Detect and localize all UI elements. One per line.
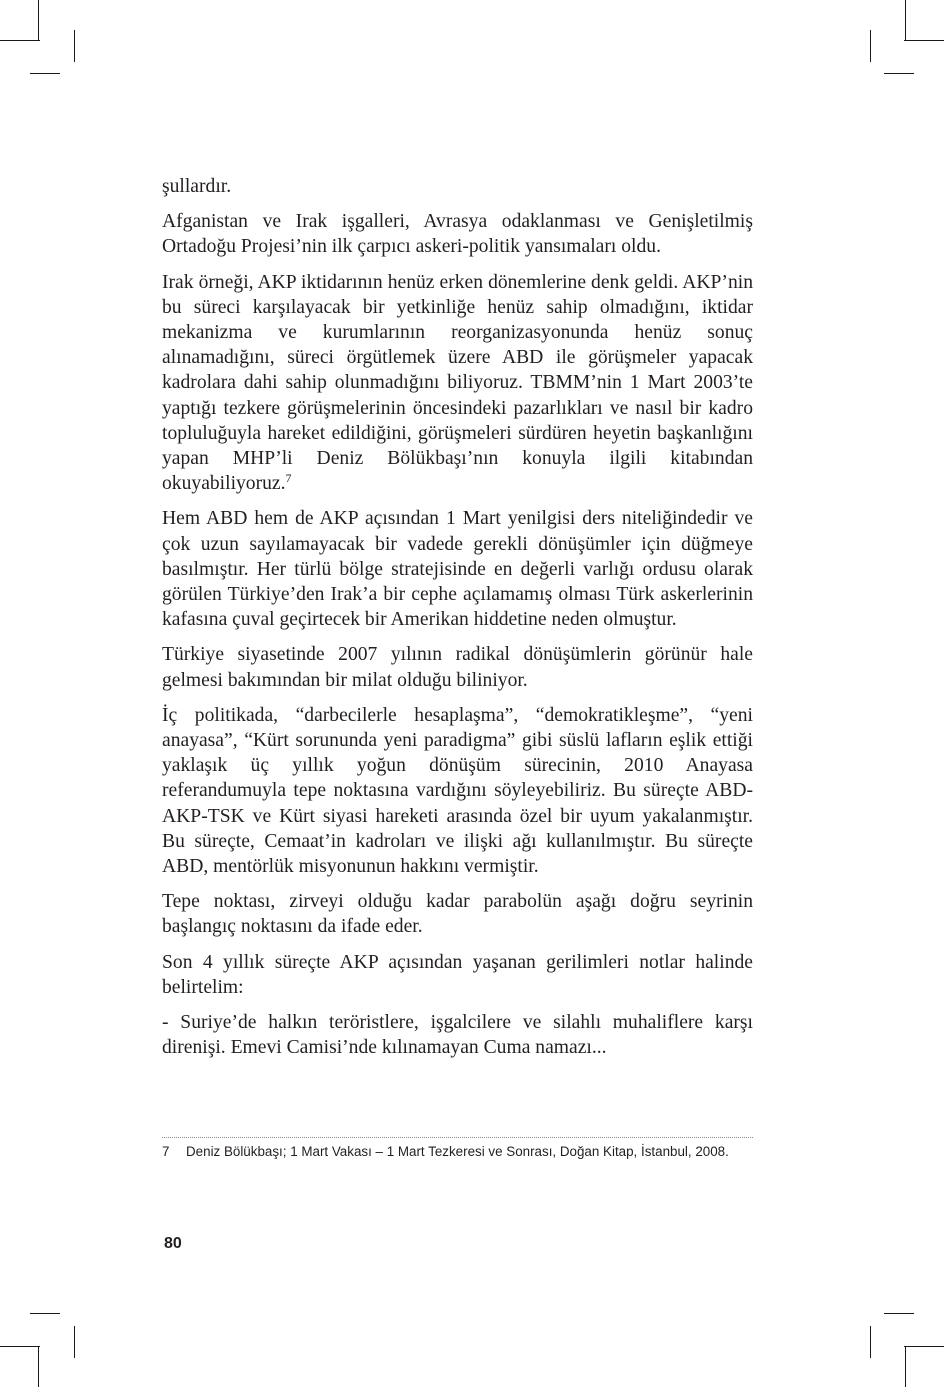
crop-mark [30,1313,60,1314]
paragraph: Hem ABD hem de AKP açısından 1 Mart yenilgisi ders niteliğindedir ve çok uzun sayılamayacak bir vadede gerekli dönüşümler için düğmeye basılmıştır. Her türlü bölge stratejisinde en değerli varlığı ordusu olarak görülen Türkiye’den Irak’a bir cephe açılamamış olması Türk askerlerinin kafasına çuval geçirtecek bir Amerikan hiddetine neden olmuştur. [162,508,753,631]
footnote [162,1143,753,1160]
crop-mark [905,0,906,40]
page-number: 80 [164,1235,182,1252]
crop-mark [38,1347,39,1387]
paragraph: şullardır. [162,176,232,197]
paragraph: - Suriye’de halkın teröristlere, işgalcilere ve silahlı muhaliflere karşı direnişi. Emevi Camisi’nde kılınamayan Cuma namazı... [162,1012,753,1059]
crop-mark [870,30,871,62]
crop-mark [870,1326,871,1358]
paragraph [162,270,753,497]
crop-mark [74,1326,75,1358]
paragraph-text: Irak örneği, AKP iktidarının henüz erken dönemlerine denk geldi. AKP’nin bu süreci karşılayacak bir yetkinliğe henüz sahip olmadığını, iktidar mekanizma ve kurumlarının reorganizasyonunda henüz sonuç alınamadığını, süreci örgütlemek üzere ABD ile görüşmeler yapacak kadrolara dahi sahip olunmadığını biliyoruz. TBMM’nin 1 Mart 2003’te yaptığı tezkere görüşmelerinin öncesindeki pazarlıkları ve nasıl bir kadro topluluğuyla hareket edildiğini, görüşmeleri sürdüren heyetin başkanlığını yapan MHP’li Deniz Bölükbaşı’nın konuyla ilgili kitabından okuyabiliyoruz. [162,271,753,495]
crop-mark [74,30,75,62]
crop-mark [38,0,39,40]
crop-mark [0,40,40,41]
footnote-separator [162,1137,753,1138]
crop-mark [904,40,944,41]
footnote-reference: 7 [285,471,292,486]
crop-mark [904,1346,944,1347]
crop-mark [884,73,914,74]
paragraph: Türkiye siyasetinde 2007 yılının radikal dönüşümlerin görünür hale gelmesi bakımından bir milat olduğu biliniyor. [162,644,753,691]
crop-mark [0,1346,40,1347]
crop-mark [905,1347,906,1387]
body-text [162,174,753,1071]
footnote-number: 7 [162,1144,170,1159]
crop-mark [30,73,60,74]
footnote-text: Deniz Bölükbaşı; 1 Mart Vakası – 1 Mart Tezkeresi ve Sonrası, Doğan Kitap, İstanbul, 2008. [186,1144,729,1159]
crop-mark [884,1313,914,1314]
paragraph: Tepe noktası, zirveyi olduğu kadar parabolün aşağı doğru seyrinin başlangıç noktasını da ifade eder. [162,891,753,938]
paragraph: İç politikada, “darbecilerle hesaplaşma”, “demokratikleşme”, “yeni anayasa”, “Kürt sorununda yeni paradigma” gibi süslü lafların eşlik ettiği yaklaşık üç yıllık yoğun dönüşüm sürecinin, 2010 Anayasa referandumuyla tepe noktasına vardığını söyleyebiliriz. Bu süreçte ABD-AKP-TSK ve Kürt siyasi hareketi arasında özel bir uyum yakalanmıştır. Bu süreçte, Cemaat’in kadroları ve ilişki ağı kullanılmıştır. Bu süreçte ABD, mentörlük misyonunun hakkını vermiştir. [162,704,753,878]
paragraph: Son 4 yıllık süreçte AKP açısından yaşanan gerilimleri notlar halinde belirtelim: [162,951,753,998]
paragraph: Afganistan ve Irak işgalleri, Avrasya odaklanması ve Genişletilmiş Ortadoğu Projesi’nin ilk çarpıcı askeri-politik yansımaları oldu. [162,211,753,258]
